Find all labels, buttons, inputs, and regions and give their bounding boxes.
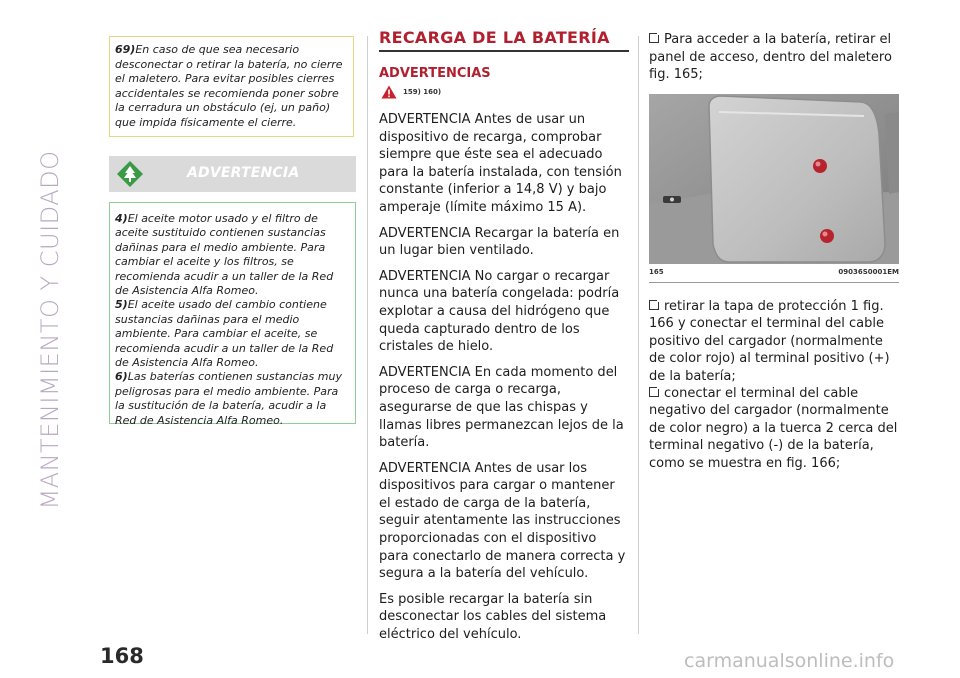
column-divider (638, 36, 639, 634)
checkbox-bullet-icon (649, 300, 659, 310)
warning-title: ADVERTENCIA (187, 165, 300, 181)
paragraph: ADVERTENCIA Antes de usar un dispositivo de recarga, comprobar siempre que éste sea el adecuado para la batería instalada, con tensión constante (inferior a 14,8 V) y bajo amperaje (límite máximo 15 A). (379, 112, 622, 215)
checkbox-bullet-icon (649, 33, 659, 43)
warning-item-number: 4) (115, 212, 128, 225)
step-text: conectar el terminal del cable negativo del cargador (normalmente de color negro) a la tuerca 2 cerca del terminal negativo (-) de la batería, como se muestra en fig. 166; (649, 386, 898, 471)
right-column-steps (649, 298, 901, 472)
paragraph: ADVERTENCIA Antes de usar los dispositivos para cargar o mantener el estado de carga de la batería, seguir atentamente las instrucciones proporcionadas con el dispositivo para conectarlo de manera correcta y segura a la batería del vehículo. (379, 460, 626, 582)
environment-tree-icon (116, 160, 144, 188)
middle-column (379, 28, 629, 652)
note-box (109, 36, 354, 137)
warning-item (115, 298, 350, 370)
figure-number: 165 (649, 268, 664, 276)
step-item (649, 298, 901, 385)
warning-item (115, 212, 350, 298)
paragraph: ADVERTENCIA En cada momento del proceso de carga o recarga, asegurarse de que las chispas y llamas libres permanezcan lejos de la batería. (379, 364, 624, 451)
step-text: retirar la tapa de protección 1 fig. 166 y conectar el terminal del cable positivo del cargador (normalmente de color rojo) al terminal positivo (+) de la batería; (649, 299, 890, 384)
figure-code: 09036S0001EM (838, 268, 899, 276)
warning-header (109, 156, 356, 192)
watermark: carmanualsonline.info (684, 650, 895, 672)
warning-item-text: Las baterías contienen sustancias muy peligrosas para el medio ambiente. Para la sustitución de la batería, acudir a la Red de Asistencia Alfa Romeo. (115, 370, 342, 427)
step-text: Para acceder a la batería, retirar el panel de acceso, dentro del maletero fig. 165; (649, 32, 892, 83)
warning-box (109, 202, 356, 427)
checkbox-bullet-icon (649, 387, 659, 397)
warning-item-number: 5) (115, 298, 128, 312)
note-text: En caso de que sea necesario desconectar o retirar la batería, no cierre el maletero. Para evitar posibles cierres accidentales se recomienda poner sobre la cerradura un obstáculo (ej, un paño) que impida físicamente el cierre. (115, 43, 343, 129)
trunk-access-panel-figure (649, 94, 899, 264)
paragraph: Es posible recargar la batería sin desconectar los cables del sistema eléctrico del vehículo. (379, 591, 607, 643)
warning-refs (381, 85, 629, 99)
warning-item-text: El aceite usado del cambio contiene sustancias dañinas para el medio ambiente. Para cambiar el aceite, se recomienda acudir a un taller de la Red de Asistencia Alfa Romeo. (115, 298, 334, 370)
section-subtitle: ADVERTENCIAS (379, 66, 491, 81)
warning-item-number: 6) (115, 370, 128, 384)
figure-caption (649, 268, 899, 283)
step-item (649, 31, 901, 84)
warning-triangle-icon (381, 85, 397, 99)
warning-item (115, 370, 350, 428)
warning-item-text: El aceite motor usado y el filtro de aceite sustituido contienen sustancias dañinas para el medio ambiente. Para cambiar el aceite y los filtros, se recomienda acudir a un taller de la Red de Asistencia Alfa Romeo. (115, 212, 334, 298)
page-number: 168 (100, 644, 144, 668)
right-column-top (649, 31, 901, 84)
step-item (649, 385, 901, 472)
paragraph: ADVERTENCIA No cargar o recargar nunca una batería congelada: podría explotar a causa del hidrógeno que queda capturado dentro de los cristales de hielo. (379, 268, 620, 355)
paragraph: ADVERTENCIA Recargar la batería en un lugar bien ventilado. (379, 225, 620, 259)
refs-text: 159) 160) (403, 88, 442, 96)
side-title-text: MANTENIMIENTO Y CUIDADO (36, 150, 64, 510)
column-divider (367, 36, 368, 634)
note-number: 69) (115, 43, 136, 56)
section-title: RECARGA DE LA BATERÍA (379, 28, 629, 52)
